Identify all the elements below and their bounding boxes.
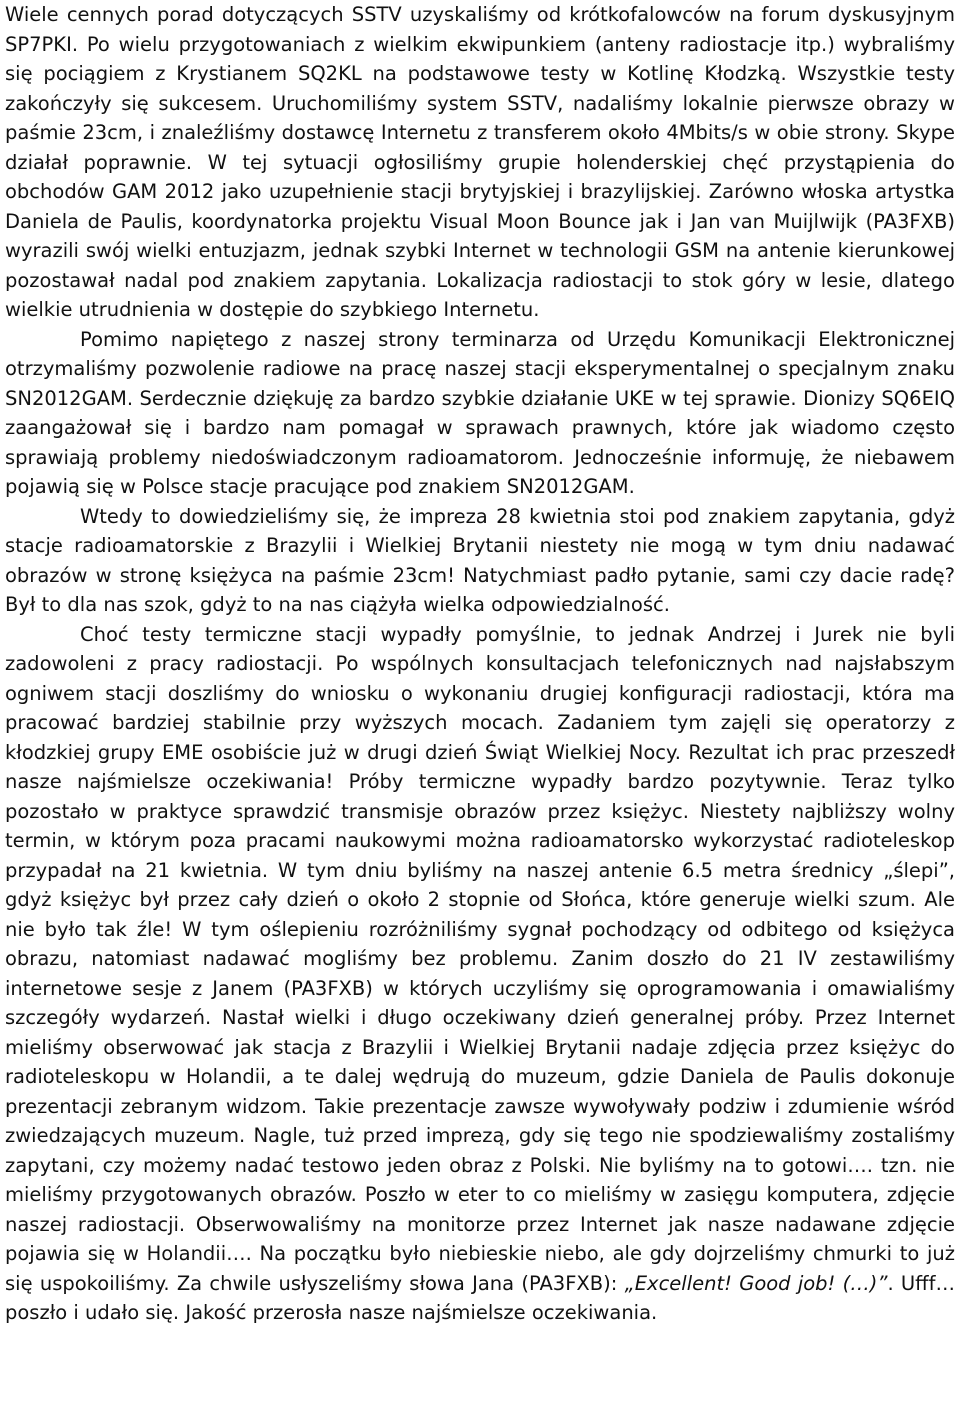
paragraph-2-text: Pomimo napiętego z naszej strony terminarza od Urzędu Komunikacji Elektronicznej otrzymaliśmy pozwolenie radiowe na pracę naszej stacji eksperymentalnej o specjalnym znaku SN2012GAM. Serdecznie dziękuję za bardzo szybkie działanie UKE w tej sprawie. Dionizy SQ6EIQ zaangażował się i bardzo nam pomagał w sprawach prawnych, które jak wiadomo często sprawiają problemy niedoświadczonym radioamatorom. Jednocześnie informuję, że niebawem pojawią się w Polsce stacje pracujące pod znakiem SN2012GAM. xyxy=(5,327,955,498)
quote-excellent: „Excellent! Good job! (…)” xyxy=(624,1271,888,1295)
paragraph-4-text: Choć testy termiczne stacji wypadły pomyślnie, to jednak Andrzej i Jurek nie byli zadowoleni z pracy radiostacji. Po wspólnych konsultacjach telefonicznych nad najsłabszym ogniwem stacji doszliśmy do wniosku o wykonaniu drugiej konfiguracji radiostacji, która ma pracować bardziej stabilnie przy wyższych mocach. Zadaniem tym zajęli się operatorzy z kłodzkiej grupy EME osobiście już w drugi dzień Świąt Wielkiej Nocy. Rezultat ich prac przeszedł nasze najśmielsze oczekiwania! Próby termiczne wypadły bardzo pozytywnie. Teraz tylko pozostało w praktyce sprawdzić transmisje obrazów przez księżyc. Niestety najbliższy wolny termin, w którym poza pracami naukowymi można radioamatorsko wykorzystać radioteleskop przypadał na 21 kwietnia. W tym dniu byliśmy na naszej antenie 6.5 metra średnicy „ślepi”, gdyż księżyc był przez cały dzień o około 2 stopnie od Słońca, które generuje wielki szum. Ale nie było tak źle! W tym oślepieniu rozróżniliśmy sygnał pochodzący od odbitego od księżyca obrazu, natomiast nadawać mogliśmy bez problemu. Zanim doszło do 21 IV zestawiliśmy internetowe sesje z Janem (PA3FXB) w których uczyliśmy się oprogramowania i omawialiśmy szczegóły wydarzeń. Nastał wielki i długo oczekiwany dzień generalnej próby. Przez Internet mieliśmy obserwować jak stacja z Brazylii i Wielkiej Brytanii nadaje zdjęcia przez księżyc do radioteleskopu w Holandii, a te dalej wędrują do muzeum, gdzie Daniela de Paulis dokonuje prezentacji zebranym widzom. Takie prezentacje zawsze wywoływały podziw i zdumienie wśród zwiedzających muzeum. Nagle, tuż przed imprezą, gdy się tego nie spodziewaliśmy zostaliśmy zapytani, czy możemy nadać testowo jeden obraz z Polski. Nie byliśmy na to gotowi…. tzn. nie mieliśmy przygotowanych obrazów. Poszło w eter to co mieliśmy w zasięgu komputera, zdjęcie naszej radiostacji. Obserwowaliśmy na monitorze przez Internet jak nasze nadawane zdjęcie pojawia się w Holandii…. Na początku było niebieskie niebo, ale gdy dojrzeliśmy chmurki to już się uspokoiliśmy. Za chwile usłyszeliśmy słowa Jana (PA3FXB): xyxy=(5,622,955,1295)
document-page xyxy=(5,0,955,1328)
paragraph-2 xyxy=(5,325,955,502)
paragraph-3 xyxy=(5,502,955,620)
paragraph-1-text: Wiele cennych porad dotyczących SSTV uzyskaliśmy od krótkofalowców na forum dyskusyjnym SP7PKI. Po wielu przygotowaniach z wielkim ekwipunkiem (anteny radiostacje itp.) wybraliśmy się pociągiem z Krystianem SQ2KL na podstawowe testy w Kotlinę Kłodzką. Wszystkie testy zakończyły się sukcesem. Uruchomiliśmy system SSTV, nadaliśmy lokalnie pierwsze obrazy w paśmie 23cm, i znaleźliśmy dostawcę Internetu z transferem około 4Mbits/s w obie strony. Skype działał poprawnie. W tej sytuacji ogłosiliśmy grupie holenderskiej chęć przystąpienia do obchodów GAM 2012 jako uzupełnienie stacji brytyjskiej i brazylijskiej. Zarówno włoska artystka Daniela de Paulis, koordynatorka projektu Visual Moon Bounce jak i Jan van Muijlwijk (PA3FXB) wyrazili swój wielki entuzjazm, jednak szybki Internet w technologii GSM na antenie kierunkowej pozostawał nadal pod znakiem zapytania. Lokalizacja radiostacji to stok góry w lesie, dlatego wielkie utrudnienia w dostępie do szybkiego Internetu. xyxy=(5,3,955,321)
paragraph-4 xyxy=(5,620,955,1328)
paragraph-1 xyxy=(5,0,955,325)
paragraph-3-text: Wtedy to dowiedzieliśmy się, że impreza 28 kwietnia stoi pod znakiem zapytania, gdyż stacje radioamatorskie z Brazylii i Wielkiej Brytanii niestety nie mogą w tym dniu nadawać obrazów w stronę księżyca na paśmie 23cm! Natychmiast padło pytanie, sami czy dacie radę? Był to dla nas szok, gdyż to na nas ciążyła wielka odpowiedzialność. xyxy=(5,504,955,616)
paragraph-4-ending: . Ufff… poszło i udało się. Jakość przerosła nasze najśmielsze oczekiwania. xyxy=(5,1271,955,1324)
